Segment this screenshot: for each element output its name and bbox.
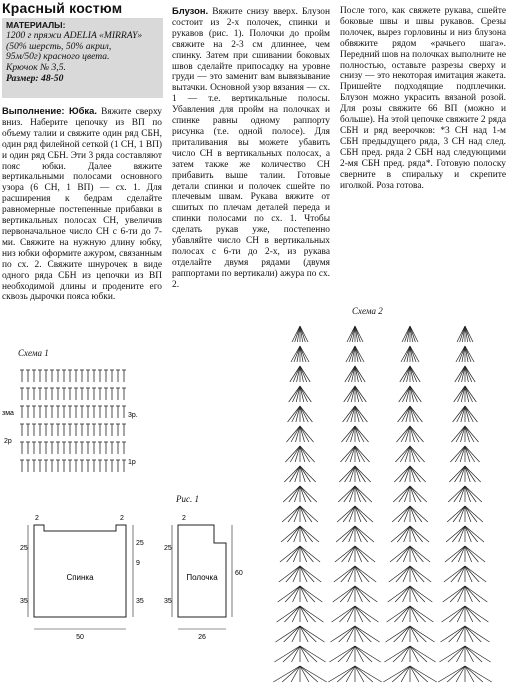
back-dim: 25	[136, 540, 144, 547]
fan-stitch	[300, 426, 309, 442]
fan-stitch	[465, 566, 479, 582]
fan-stitch	[355, 466, 365, 482]
fan-stitch	[383, 666, 410, 682]
fan-stitch	[355, 606, 378, 622]
fan-stitch	[355, 626, 371, 642]
fan-stitch	[287, 546, 300, 562]
fan-stitch	[410, 466, 420, 482]
fan-stitch	[448, 646, 465, 662]
fan-stitch	[400, 446, 410, 462]
materials-box	[2, 18, 163, 98]
skirt-text: Вяжите сверху вниз. Наберите цепочку из ВП по объему талии и свяжите один ряд СБН, один ряд филейной сеткой (1 СН, 1 ВП) и один ряд СБН. Эти 3 ряда составляют пояс юбки. Далее вяжите вертикальными полосами основного узора (6 СН, 1 ВП) — сх. 1. Для расширения к бедрам сделайте равномерные постепенные прибавки в вертикальных полосах СН, увеличив первоначальное число СН с 6-ти до 7-ми. Свяжите на нужную длину юбку, низ юбки оформите ажуром, связанным по сх. 2. Свяжите шнурочек в виде одного ряда СБН из цепочки из ВП необходимой длины и продените его сквозь дырочки пояса юбки.	[2, 107, 162, 303]
fan-stitch	[410, 326, 415, 342]
fan-stitch	[292, 406, 300, 422]
fan-stitch	[465, 666, 492, 682]
fan-stitch	[465, 326, 470, 342]
fan-stitch	[398, 506, 410, 522]
fan-stitch	[300, 606, 316, 622]
fan-stitch	[300, 526, 313, 542]
fan-stitch	[276, 626, 301, 642]
fan-stitch	[465, 506, 477, 522]
fan-stitch	[458, 366, 465, 382]
fan-stitch	[410, 626, 426, 642]
front-piece-outline	[178, 525, 226, 617]
fan-stitch	[460, 326, 465, 342]
fan-stitch	[290, 446, 300, 462]
back-dim: 25	[20, 545, 28, 552]
fan-stitch	[340, 586, 355, 602]
fan-stitch	[355, 566, 369, 582]
fan-stitch	[392, 666, 410, 682]
fan-stitch	[300, 506, 312, 522]
front-dim: 26	[198, 634, 206, 641]
fan-stitch	[300, 626, 325, 642]
schema1-code: 1р	[128, 459, 136, 466]
front-dim: 25	[164, 545, 172, 552]
fan-stitch	[348, 366, 355, 382]
materials-line: Крючок № 3,5.	[6, 62, 66, 74]
fan-stitch	[355, 586, 370, 602]
fan-stitch	[459, 346, 465, 362]
fan-stitch	[355, 506, 367, 522]
figure1-pattern	[0, 505, 270, 700]
fan-stitch	[439, 646, 465, 662]
fan-stitch	[287, 526, 300, 542]
fan-stitch	[401, 426, 410, 442]
fan-stitch	[410, 666, 428, 682]
fan-stitch	[465, 366, 472, 382]
blouse-text: Вяжите снизу вверх. Блузон состоит из 2-х полочек, спинки и рукавов (рис. 1). Полочки до пройм свяжите на 2-3 см длиннее, чем спинку. Затем при сшивании боковых швов сделайте припосадку на уровне груди — это заменит вам вывязывание вытачки. Основной узор вязания — сх. 1 — т.е. вертикальные полосы. Убавления для пройм на полочках и спинке равны одному раппорту рисунка (т.е. одной полосе). Для приталивания вы можете убавить число СН в вертикальных полосах, а затем также же количество СН прибавить выше талии. Готовые детали спинки и полочек сшейте по плечевым швам. Рукава вяжите от сшитых по плечам деталей переда и спинки полосами по сх. 1. Чтобы сделать рукав уже, постепенно убавляйте число СН в вертикальных полосах с 6-ти до 2-х, из рукава отделайте двумя рядами (двумя раппортами по вертикали) ажура по сх. 2.	[172, 7, 330, 290]
fan-stitch	[344, 486, 355, 502]
fan-stitch	[410, 366, 417, 382]
fan-stitch	[465, 546, 478, 562]
fan-stitch	[349, 346, 355, 362]
fan-stitch	[465, 626, 490, 642]
fan-stitch	[465, 446, 475, 462]
fan-stitch	[454, 486, 465, 502]
fan-stitch	[291, 426, 300, 442]
fan-stitch	[295, 326, 300, 342]
fan-stitch	[452, 526, 465, 542]
fan-stitch	[355, 666, 382, 682]
fan-stitch	[277, 606, 300, 622]
fan-stitch	[438, 666, 465, 682]
fan-stitch	[465, 406, 473, 422]
back-dim: 35	[136, 598, 144, 605]
fan-stitch	[292, 386, 300, 402]
fan-stitch	[337, 666, 355, 682]
fan-stitch	[329, 646, 355, 662]
skirt-heading: Выполнение: Юбка.	[2, 105, 97, 116]
fan-stitch	[355, 626, 380, 642]
fan-stitch	[456, 426, 465, 442]
fan-stitch	[282, 666, 300, 682]
materials-line: (50% шерсть, 50% акрил,	[6, 40, 112, 52]
fan-stitch	[465, 666, 483, 682]
fan-stitch	[345, 466, 355, 482]
materials-size: Размер: 48-50	[6, 72, 64, 84]
fan-stitch	[343, 506, 355, 522]
fan-stitch	[397, 546, 410, 562]
back-dim: 35	[20, 598, 28, 605]
blouse-heading: Блузон.	[172, 6, 209, 16]
fan-stitch	[457, 406, 465, 422]
fan-stitch	[339, 606, 355, 622]
fan-stitch	[457, 386, 465, 402]
fan-stitch	[455, 466, 465, 482]
fan-stitch	[410, 606, 426, 622]
back-dim: 9	[136, 560, 140, 567]
fan-stitch	[453, 506, 465, 522]
fan-stitch	[465, 486, 476, 502]
fan-stitch	[410, 666, 437, 682]
fan-stitch	[394, 606, 410, 622]
fan-stitch	[465, 466, 475, 482]
fan-stitch	[384, 646, 410, 662]
fan-stitch	[397, 526, 410, 542]
fan-stitch	[465, 606, 488, 622]
materials-heading: МАТЕРИАЛЫ:	[6, 20, 66, 30]
fan-stitch	[355, 606, 371, 622]
back-dim: 50	[76, 634, 84, 641]
fan-stitch	[450, 586, 465, 602]
fan-stitch	[294, 346, 300, 362]
fan-stitch	[300, 646, 326, 662]
fan-stitch	[386, 626, 411, 642]
fan-stitch	[355, 426, 364, 442]
fan-stitch	[394, 626, 410, 642]
fan-stitch	[355, 646, 372, 662]
fan-stitch	[300, 666, 327, 682]
fan-stitch	[441, 626, 466, 642]
fan-stitch	[288, 506, 300, 522]
front-dim: 35	[164, 598, 172, 605]
fan-stitch	[410, 566, 424, 582]
fan-stitch	[465, 386, 473, 402]
fan-stitch	[395, 586, 410, 602]
fan-stitch	[350, 326, 355, 342]
fan-stitch	[300, 626, 316, 642]
fan-stitch	[290, 466, 300, 482]
fan-stitch	[355, 486, 366, 502]
fan-stitch	[355, 446, 365, 462]
fan-stitch	[285, 586, 300, 602]
schema2-caption: Схема 2	[352, 306, 383, 316]
fan-stitch	[405, 326, 410, 342]
skirt-instructions	[2, 106, 162, 303]
fan-stitch	[342, 546, 355, 562]
fan-stitch	[447, 666, 465, 682]
fan-stitch	[465, 346, 471, 362]
fan-stitch	[300, 446, 310, 462]
fan-stitch	[410, 426, 419, 442]
fan-stitch	[355, 526, 368, 542]
fan-stitch	[347, 406, 355, 422]
fan-stitch	[465, 426, 474, 442]
fan-stitch	[355, 546, 368, 562]
fan-stitch	[402, 386, 410, 402]
fan-stitch	[300, 346, 306, 362]
fan-stitch	[410, 406, 418, 422]
fan-stitch	[284, 606, 300, 622]
fan-stitch	[300, 386, 308, 402]
fan-stitch	[331, 626, 356, 642]
fan-stitch	[274, 646, 300, 662]
fan-stitch	[355, 326, 360, 342]
schema1-code: 2р	[4, 438, 12, 445]
front-piece-label: Полочка	[186, 573, 218, 582]
fan-stitch	[300, 646, 317, 662]
fan-stitch	[339, 626, 355, 642]
fan-stitch	[300, 566, 314, 582]
fan-stitch	[465, 606, 481, 622]
schema1-code: 3р.	[128, 412, 138, 419]
fan-stitch	[289, 486, 300, 502]
figure1-caption: Рис. 1	[176, 494, 199, 504]
front-dim: 60	[235, 570, 243, 577]
fan-stitch	[355, 666, 373, 682]
fan-stitch	[410, 446, 420, 462]
fan-stitch	[300, 666, 318, 682]
fan-stitch	[300, 366, 307, 382]
front-dim: 2	[182, 515, 186, 522]
fan-stitch	[404, 346, 410, 362]
fan-stitch	[284, 626, 300, 642]
fan-stitch	[396, 566, 410, 582]
fan-stitch	[332, 606, 355, 622]
fan-stitch	[410, 606, 433, 622]
fan-stitch	[410, 646, 436, 662]
page-title: Красный костюм	[2, 0, 123, 16]
fan-stitch	[341, 566, 355, 582]
fan-stitch	[465, 646, 482, 662]
fan-stitch	[300, 406, 308, 422]
schema1-chart	[0, 360, 170, 495]
back-dim: 2	[35, 515, 39, 522]
fan-stitch	[410, 486, 421, 502]
fan-stitch	[286, 566, 300, 582]
fan-stitch	[451, 566, 465, 582]
fan-stitch	[410, 386, 418, 402]
fan-stitch	[393, 646, 410, 662]
fan-stitch	[300, 606, 323, 622]
fan-stitch	[465, 626, 481, 642]
fan-stitch	[300, 326, 305, 342]
fan-stitch	[402, 406, 410, 422]
fan-stitch	[283, 646, 300, 662]
fan-stitch	[347, 386, 355, 402]
fan-stitch	[355, 406, 363, 422]
fan-stitch	[403, 366, 410, 382]
fan-stitch	[342, 526, 355, 542]
fan-stitch	[355, 386, 363, 402]
fan-stitch	[400, 466, 410, 482]
schema1-code: зма	[2, 410, 14, 417]
fan-stitch	[465, 586, 480, 602]
fan-stitch	[465, 526, 478, 542]
fan-stitch	[300, 486, 311, 502]
fan-stitch	[410, 546, 423, 562]
fan-stitch	[455, 446, 465, 462]
fan-stitch	[300, 586, 315, 602]
fan-stitch	[387, 606, 410, 622]
fan-stitch	[410, 526, 423, 542]
fan-stitch	[300, 546, 313, 562]
fan-stitch	[399, 486, 410, 502]
fan-stitch	[293, 366, 300, 382]
fan-stitch	[410, 346, 416, 362]
rose-instructions	[340, 6, 506, 191]
fan-stitch	[410, 646, 427, 662]
fan-stitch	[273, 666, 300, 682]
fan-stitch	[300, 466, 310, 482]
materials-line: 95м/50г) красного цвета.	[6, 51, 110, 63]
fan-stitch	[338, 646, 355, 662]
fan-stitch	[328, 666, 355, 682]
fan-stitch	[442, 606, 465, 622]
fan-stitch	[449, 606, 465, 622]
fan-stitch	[355, 366, 362, 382]
fan-stitch	[452, 546, 465, 562]
fan-stitch	[410, 586, 425, 602]
fan-stitch	[449, 626, 465, 642]
schema2-chart	[270, 316, 513, 700]
fan-stitch	[465, 646, 491, 662]
fan-stitch	[346, 426, 355, 442]
fan-stitch	[355, 646, 381, 662]
back-dim: 2	[120, 515, 124, 522]
back-piece-label: Спинка	[66, 573, 94, 582]
fan-stitch	[355, 346, 361, 362]
materials-line: 1200 г пряжи ADELIA «MIRRAY»	[6, 29, 143, 41]
fan-stitch	[410, 506, 422, 522]
fan-stitch	[410, 626, 435, 642]
rose-text: После того, как свяжете рукава, сшейте боковые швы и швы рукавов. Срезы полочек, вырез горловины и низ блузона обвяжите рядом «рачьего шага». Передний шов на полочках выполните не полностью, оставьте разрезы сверху и снизу — это некоторая имитация жакета. Пришейте подходящие подплечики. Блузон можно украсить вязаной розой. Для розы свяжите 66 ВП (можно и больше). На этой цепочке свяжите 2 ряда СБН и ряд веерочков: *3 СН над 1-м СБН предыдущего ряда, 3 СН над след. СБН пред. ряда 2 СБН над следующими 2-мя СБН пред. ряда*. Готовую полоску сверните в спиральку и скрепите иголкой. Роза готова.	[340, 6, 506, 191]
schema1-caption: Схема 1	[18, 348, 49, 358]
back-piece-outline	[34, 525, 126, 617]
fan-stitch	[345, 446, 355, 462]
